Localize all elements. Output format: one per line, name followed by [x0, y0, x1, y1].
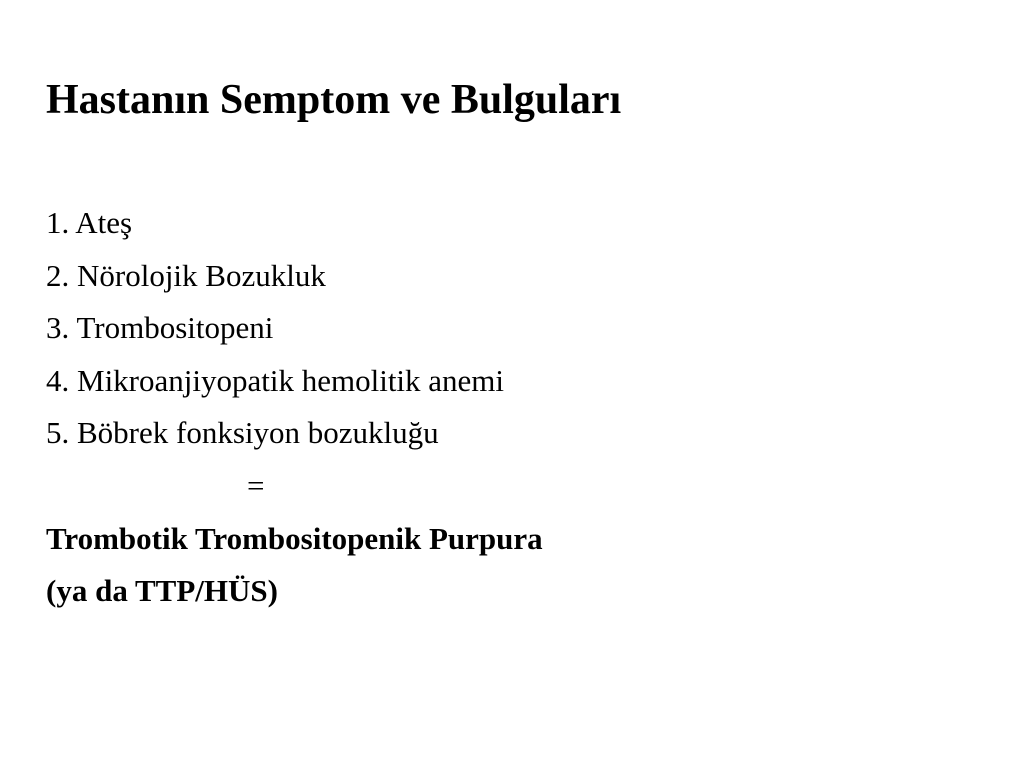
- symptom-item-fever: 1. Ateş: [46, 205, 133, 240]
- symptom-item-renal: 5. Böbrek fonksiyon bozukluğu: [46, 415, 439, 451]
- equals-sign: =: [247, 467, 265, 503]
- slide-title: Hastanın Semptom ve Bulguları: [46, 77, 622, 123]
- slide-body: [46, 197, 543, 618]
- diagnosis-text: Trombotik Trombositopenik Purpura: [46, 520, 543, 556]
- diagnosis-alt-text: (ya da TTP/HÜS): [46, 573, 278, 609]
- symptom-item-neurological: 2. Nörolojik Bozukluk: [46, 257, 326, 293]
- symptom-item-anemia: 4. Mikroanjiyopatik hemolitik anemi: [46, 362, 505, 398]
- symptom-item-thrombocytopenia: 3. Trombositopeni: [46, 310, 274, 346]
